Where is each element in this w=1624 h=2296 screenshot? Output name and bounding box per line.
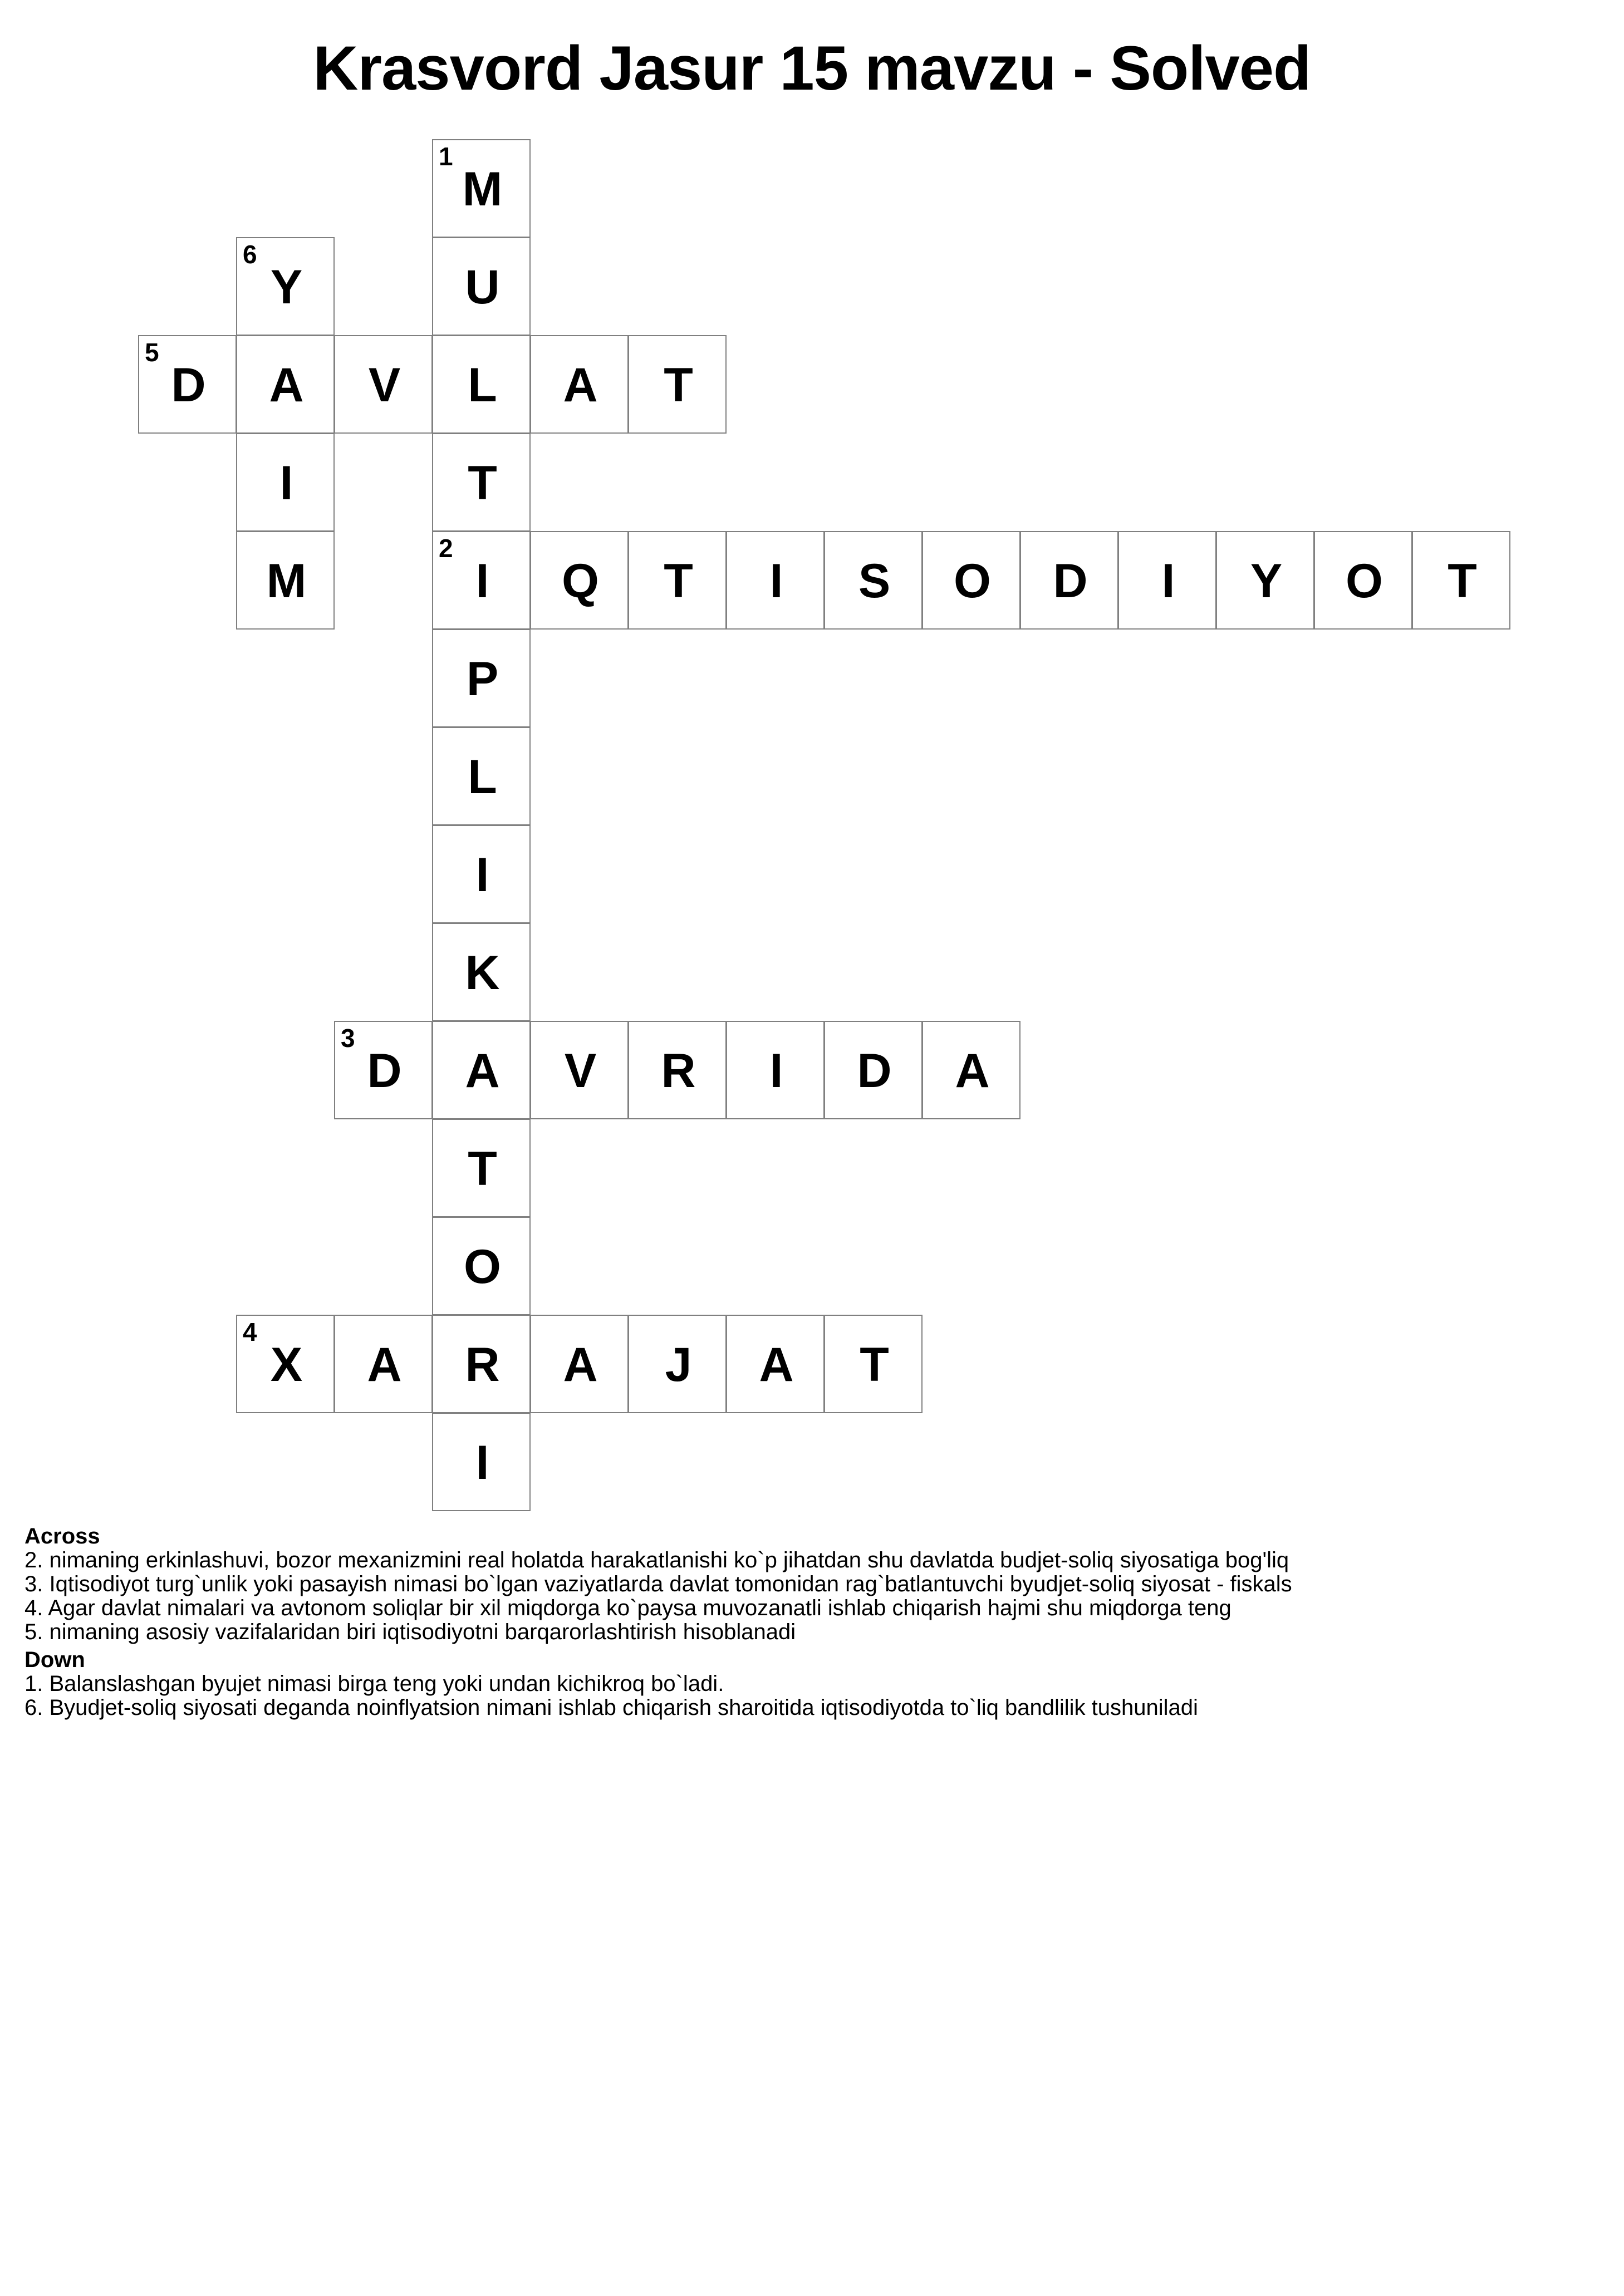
cell-letter: U <box>465 260 500 314</box>
cell-letter: D <box>1053 554 1088 608</box>
cell-letter: Q <box>562 554 599 608</box>
cell-letter: I <box>769 554 783 608</box>
cell-letter: J <box>665 1338 692 1392</box>
clue-number: 5 <box>145 338 159 367</box>
cell-letter: A <box>367 1338 402 1392</box>
puzzle-title: Krasvord Jasur 15 mavzu - Solved <box>313 33 1311 103</box>
cell-letter: A <box>955 1044 990 1098</box>
cell-letter: A <box>465 1044 500 1098</box>
grid-cell[interactable] <box>432 1413 531 1511</box>
cell-letter: R <box>661 1044 696 1098</box>
grid-cell[interactable] <box>432 531 531 630</box>
cell-letter: V <box>564 1044 597 1098</box>
grid-cell[interactable] <box>432 825 531 923</box>
cell-letter: A <box>759 1338 794 1392</box>
cell-letter: T <box>468 1142 497 1196</box>
grid-cell[interactable] <box>922 531 1020 630</box>
grid-cell[interactable] <box>432 237 531 336</box>
grid-cell[interactable] <box>432 1021 531 1119</box>
cell-letter: P <box>466 652 499 706</box>
grid-cell[interactable] <box>726 1021 825 1119</box>
grid-cell[interactable] <box>236 531 335 630</box>
grid-cell[interactable] <box>432 923 531 1021</box>
across-heading: Across <box>24 1524 100 1548</box>
grid-cell[interactable] <box>530 1021 629 1119</box>
cell-letter: I <box>475 1436 489 1489</box>
cell-letter: D <box>367 1044 402 1098</box>
grid-cell[interactable] <box>334 1315 433 1413</box>
grid-cell[interactable] <box>236 433 335 532</box>
grid-cell[interactable] <box>334 1021 433 1119</box>
cell-letter: I <box>475 554 489 608</box>
grid-cell[interactable] <box>628 531 727 630</box>
grid-cell[interactable] <box>628 1315 727 1413</box>
grid-cell[interactable] <box>922 1021 1020 1119</box>
grid-cell[interactable] <box>334 335 433 434</box>
clue-number: 6 <box>243 240 257 269</box>
grid-cell[interactable] <box>432 335 531 434</box>
clue-number: 4 <box>243 1317 257 1346</box>
grid-cell[interactable] <box>530 1315 629 1413</box>
cell-letter: D <box>171 358 206 412</box>
grid-cell[interactable] <box>628 335 727 434</box>
grid-cell[interactable] <box>530 531 629 630</box>
cell-letter: Y <box>270 260 303 314</box>
grid-cell[interactable] <box>432 433 531 532</box>
grid-cell[interactable] <box>824 531 923 630</box>
cell-letter: A <box>563 358 598 412</box>
cell-letter: T <box>664 554 693 608</box>
cell-letter: O <box>1346 554 1383 608</box>
grid-cell[interactable] <box>726 1315 825 1413</box>
cell-letter: A <box>563 1338 598 1392</box>
grid-cell[interactable] <box>1216 531 1314 630</box>
cell-letter: A <box>269 358 304 412</box>
grid-cell[interactable] <box>824 1021 923 1119</box>
grid-cell[interactable] <box>432 139 531 238</box>
cell-letter: O <box>464 1240 501 1294</box>
grid-cell[interactable] <box>432 727 531 825</box>
cell-letter: R <box>465 1338 500 1392</box>
cell-letter: V <box>368 358 401 412</box>
cell-letter: M <box>266 554 307 608</box>
grid-cell[interactable] <box>1020 531 1118 630</box>
grid-cell[interactable] <box>432 1217 531 1315</box>
cell-letter: I <box>475 848 489 902</box>
grid-cell[interactable] <box>432 629 531 727</box>
across-clue: 2. nimaning erkinlashuvi, bozor mexanizmini real holatda harakatlanishi ko`p jihatdan shu davlatda budjet-soliq siyosatiga bog'liq <box>24 1548 1289 1572</box>
cell-letter: O <box>954 554 991 608</box>
across-section <box>24 1524 1606 1644</box>
grid-cell[interactable] <box>432 1315 531 1413</box>
cell-letter: T <box>468 456 497 510</box>
grid-cell[interactable] <box>1314 531 1412 630</box>
cell-letter: T <box>860 1338 889 1392</box>
clue-number: 1 <box>439 142 453 171</box>
grid-cell[interactable] <box>824 1315 923 1413</box>
grid-cell[interactable] <box>726 531 825 630</box>
cell-letter: S <box>858 554 891 608</box>
cell-letter: K <box>465 946 500 1000</box>
cell-letter: L <box>468 750 497 804</box>
clue-number: 3 <box>341 1024 355 1053</box>
across-clue: 5. nimaning asosiy vazifalaridan biri iqtisodiyotni barqarorlashtirish hisoblanadi <box>24 1620 796 1644</box>
grid-cell[interactable] <box>432 1119 531 1217</box>
cell-letter: T <box>1448 554 1477 608</box>
grid-cell[interactable] <box>628 1021 727 1119</box>
grid-cell[interactable] <box>1412 531 1510 630</box>
cell-letter: T <box>664 358 693 412</box>
grid-cell[interactable] <box>1118 531 1216 630</box>
cell-letter: I <box>769 1044 783 1098</box>
grid-cell[interactable] <box>236 335 335 434</box>
grid-cell[interactable] <box>138 335 237 434</box>
clues-panel <box>24 1524 1606 1720</box>
down-clue: 1. Balanslashgan byujet nimasi birga teng yoki undan kichikroq bo`ladi. <box>24 1671 724 1696</box>
across-clue: 4. Agar davlat nimalari va avtonom soliqlar bir xil miqdorga ko`paysa muvozanatli ishlab chiqarish hajmi shu miqdorga teng <box>24 1596 1232 1620</box>
grid-cell[interactable] <box>530 335 629 434</box>
cell-letter: M <box>462 163 503 216</box>
down-clue: 6. Byudjet-soliq siyosati deganda noinflyatsion nimani ishlab chiqarish sharoitida iqtisodiyotda to`liq bandlilik tushuniladi <box>24 1695 1198 1720</box>
down-section <box>24 1648 1606 1720</box>
grid-cell[interactable] <box>236 237 335 336</box>
across-clue: 3. Iqtisodiyot turg`unlik yoki pasayish nimasi bo`lgan vaziyatlarda davlat tomonidan rag`batlantuvchi byudjet-soliq siyosat - fiskals <box>24 1572 1292 1596</box>
cell-letter: D <box>857 1044 892 1098</box>
cell-letter: Y <box>1250 554 1283 608</box>
cell-letter: I <box>279 456 293 510</box>
down-heading: Down <box>24 1648 85 1672</box>
clue-number: 2 <box>439 534 453 563</box>
grid-cell[interactable] <box>236 1315 335 1413</box>
cell-letter: L <box>468 358 497 412</box>
cell-letter: I <box>1161 554 1175 608</box>
cell-letter: X <box>270 1338 303 1392</box>
